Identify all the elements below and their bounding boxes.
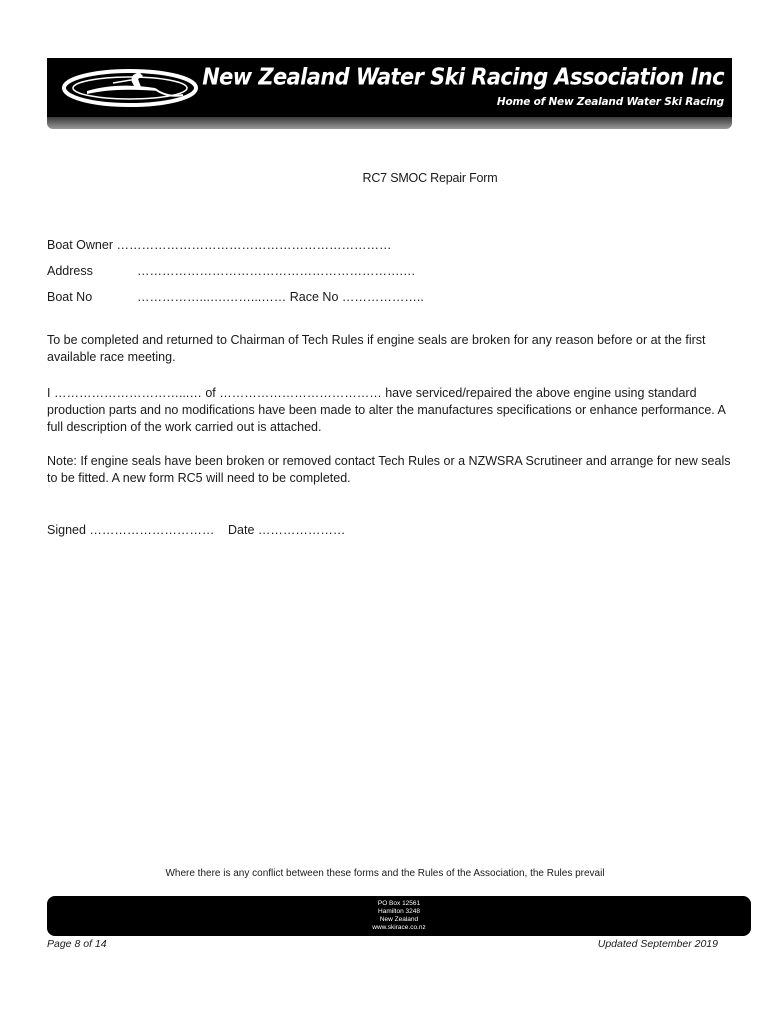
- footer-city: Hamilton 3248: [378, 908, 420, 915]
- boat-owner-field: Boat Owner …………………………………………………………: [47, 238, 392, 252]
- boat-no-race-no-field: ……………...….……...…… Race No ………………..: [137, 290, 424, 304]
- address-label: Address: [47, 264, 93, 278]
- updated-date: Updated September 2019: [597, 938, 718, 950]
- organization-name: New Zealand Water Ski Racing Association Inc: [202, 63, 724, 90]
- boat-no-label: Boat No: [47, 290, 93, 304]
- note-paragraph: Note: If engine seals have been broken or removed contact Tech Rules or a NZWSRA Scrutineer and arrange for new seals to be fitted. A new form RC5 will need to be completed.: [47, 454, 731, 485]
- footer-address-bar: [47, 896, 751, 936]
- conflict-note: Where there is any conflict between these forms and the Rules of the Association, the Rules prevail: [165, 868, 605, 879]
- organization-tagline: Home of New Zealand Water Ski Racing: [496, 96, 724, 108]
- address-field: ……………………………………………………….…: [137, 264, 416, 278]
- form-title: RC7 SMOC Repair Form: [362, 171, 498, 185]
- instruction-paragraph: To be completed and returned to Chairman of Tech Rules if engine seals are broken for any reason before or at the first available race meeting.: [47, 333, 706, 364]
- footer-po-box: PO Box 12561: [377, 900, 421, 907]
- header-banner: [47, 58, 732, 117]
- page-number: Page 8 of 14: [47, 938, 107, 950]
- footer-country: New Zealand: [379, 916, 419, 923]
- date-field: Date …………………: [228, 523, 346, 537]
- signed-field: Signed …………………………: [47, 523, 215, 537]
- footer-website: www.skirace.co.nz: [372, 924, 426, 931]
- skier-logo-icon: [59, 67, 201, 109]
- declaration-paragraph: I …………………………...… of ………………………………… have serviced/repaired the above engine using standard production parts and no modifications have been made to alter the manufactures specifications or enhance performance. A full description of the work carried out is attached.: [47, 386, 726, 434]
- banner-shadow: [47, 117, 732, 129]
